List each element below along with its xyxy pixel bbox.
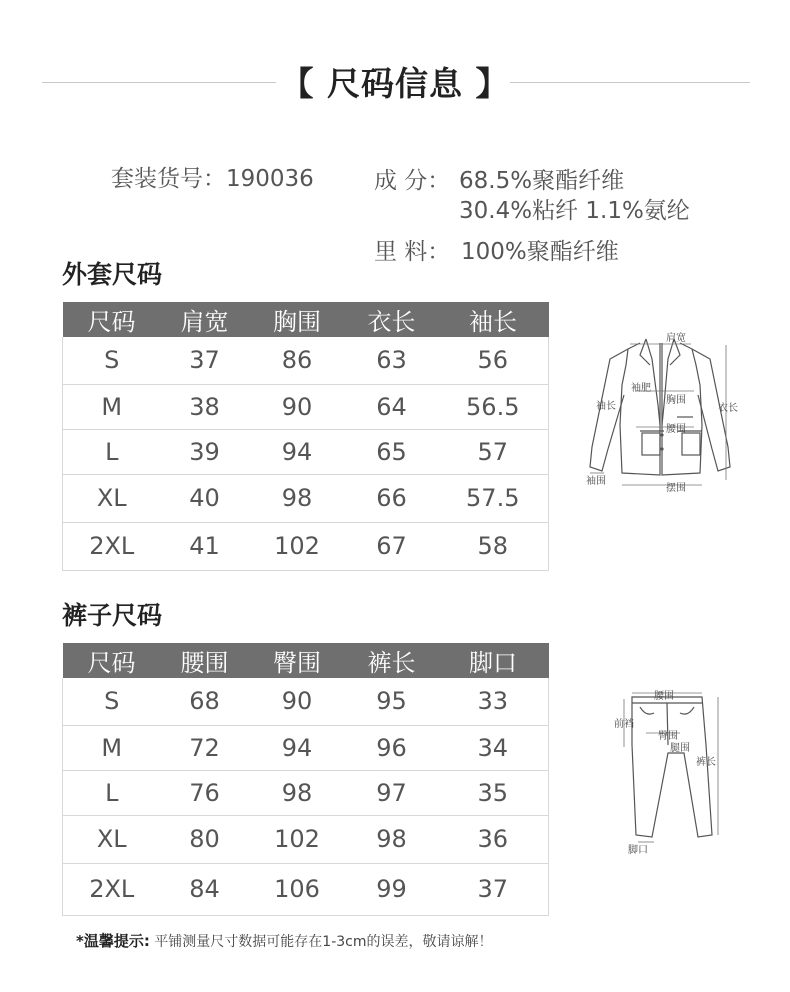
table-cell: 36 bbox=[438, 815, 549, 863]
diagram-label: 摆围 bbox=[666, 483, 686, 494]
pants-section-title: 裤子尺码 bbox=[62, 601, 163, 630]
table-cell: 90 bbox=[249, 678, 346, 725]
table-cell: 102 bbox=[249, 522, 346, 570]
diagram-label: 腿围 bbox=[670, 743, 690, 754]
lining-label: 里 料： bbox=[374, 239, 451, 265]
table-row bbox=[63, 815, 549, 863]
table-cell: M bbox=[63, 384, 161, 429]
header-hip: 臀围 bbox=[249, 643, 346, 678]
table-cell: 96 bbox=[346, 725, 438, 770]
table-cell: 63 bbox=[346, 337, 438, 384]
table-cell: 99 bbox=[346, 863, 438, 915]
composition-label: 成 分： bbox=[374, 168, 451, 194]
table-cell: 98 bbox=[249, 474, 346, 522]
table-cell: 67 bbox=[346, 522, 438, 570]
table-cell: 65 bbox=[346, 429, 438, 474]
table-cell: 37 bbox=[438, 863, 549, 915]
table-cell: 94 bbox=[249, 429, 346, 474]
table-cell: 57 bbox=[438, 429, 549, 474]
diagram-label: 裤长 bbox=[696, 757, 716, 768]
table-cell: 90 bbox=[249, 384, 346, 429]
table-cell: L bbox=[63, 429, 161, 474]
table-row bbox=[63, 337, 549, 384]
header-waist: 腰围 bbox=[161, 643, 249, 678]
table-row bbox=[63, 678, 549, 725]
diagram-label: 衣长 bbox=[718, 403, 738, 414]
pants-size-table bbox=[62, 643, 549, 916]
composition-line-2: 30.4%粘纤 1.1%氨纶 bbox=[459, 198, 690, 224]
table-cell: 56.5 bbox=[438, 384, 549, 429]
table-cell: 41 bbox=[161, 522, 249, 570]
table-cell: 35 bbox=[438, 770, 549, 815]
table-cell: 40 bbox=[161, 474, 249, 522]
tip-text: 平铺测量尺寸数据可能存在1-3cm的误差，敬请谅解！ bbox=[154, 934, 493, 950]
measurement-tip bbox=[76, 930, 493, 951]
table-header-row bbox=[63, 643, 549, 678]
table-cell: 38 bbox=[161, 384, 249, 429]
item-number: 套装货号：190036 bbox=[111, 166, 314, 192]
diagram-label: 臀围 bbox=[658, 731, 678, 742]
table-cell: XL bbox=[63, 474, 161, 522]
diagram-label: 袖长 bbox=[596, 401, 616, 412]
table-cell: 39 bbox=[161, 429, 249, 474]
table-row bbox=[63, 522, 549, 570]
table-cell: 98 bbox=[249, 770, 346, 815]
table-cell: 34 bbox=[438, 725, 549, 770]
header-sleeve: 袖长 bbox=[438, 302, 549, 337]
table-cell: 98 bbox=[346, 815, 438, 863]
table-cell: 80 bbox=[161, 815, 249, 863]
table-cell: 37 bbox=[161, 337, 249, 384]
table-cell: 68 bbox=[161, 678, 249, 725]
diagram-label: 前裆 bbox=[614, 719, 634, 730]
table-cell: S bbox=[63, 337, 161, 384]
diagram-label: 袖肥 bbox=[631, 383, 651, 394]
table-cell: 97 bbox=[346, 770, 438, 815]
table-cell: 72 bbox=[161, 725, 249, 770]
table-cell: 102 bbox=[249, 815, 346, 863]
table-cell: 95 bbox=[346, 678, 438, 725]
table-row bbox=[63, 725, 549, 770]
table-row bbox=[63, 474, 549, 522]
diagram-label: 腰围 bbox=[654, 691, 674, 702]
header-chest: 胸围 bbox=[249, 302, 346, 337]
table-cell: M bbox=[63, 725, 161, 770]
table-cell: 106 bbox=[249, 863, 346, 915]
diagram-label: 胸围 bbox=[666, 395, 686, 406]
table-cell: 57.5 bbox=[438, 474, 549, 522]
table-row bbox=[63, 770, 549, 815]
header-size: 尺码 bbox=[63, 302, 161, 337]
jacket-section-title: 外套尺码 bbox=[62, 260, 163, 289]
diagram-label: 脚口 bbox=[628, 845, 648, 856]
diagram-label: 肩宽 bbox=[666, 333, 686, 344]
table-cell: 58 bbox=[438, 522, 549, 570]
header-pants-length: 裤长 bbox=[346, 643, 438, 678]
table-cell: 33 bbox=[438, 678, 549, 725]
table-header-row bbox=[63, 302, 549, 337]
table-cell: 64 bbox=[346, 384, 438, 429]
table-row bbox=[63, 863, 549, 915]
diagram-label: 袖围 bbox=[586, 476, 606, 487]
table-cell: 86 bbox=[249, 337, 346, 384]
header-hem: 脚口 bbox=[438, 643, 549, 678]
table-cell: 84 bbox=[161, 863, 249, 915]
table-cell: 76 bbox=[161, 770, 249, 815]
tip-label: *温馨提示: bbox=[76, 932, 150, 950]
table-cell: 56 bbox=[438, 337, 549, 384]
header-size: 尺码 bbox=[63, 643, 161, 678]
table-cell: XL bbox=[63, 815, 161, 863]
table-cell: 94 bbox=[249, 725, 346, 770]
jacket-size-table bbox=[62, 302, 549, 571]
composition-line-1: 68.5%聚酯纤维 bbox=[459, 168, 625, 194]
table-cell: L bbox=[63, 770, 161, 815]
jacket-measurement-diagram bbox=[580, 325, 750, 500]
header-length: 衣长 bbox=[346, 302, 438, 337]
table-cell: S bbox=[63, 678, 161, 725]
pants-measurement-diagram bbox=[610, 685, 730, 860]
table-row bbox=[63, 384, 549, 429]
header-shoulder: 肩宽 bbox=[161, 302, 249, 337]
table-cell: 2XL bbox=[63, 522, 161, 570]
table-cell: 66 bbox=[346, 474, 438, 522]
table-cell: 2XL bbox=[63, 863, 161, 915]
lining-value: 100%聚酯纤维 bbox=[461, 239, 619, 265]
diagram-label: 腰围 bbox=[666, 424, 686, 435]
table-row bbox=[63, 429, 549, 474]
page-title: 【 尺码信息 】 bbox=[280, 64, 510, 103]
